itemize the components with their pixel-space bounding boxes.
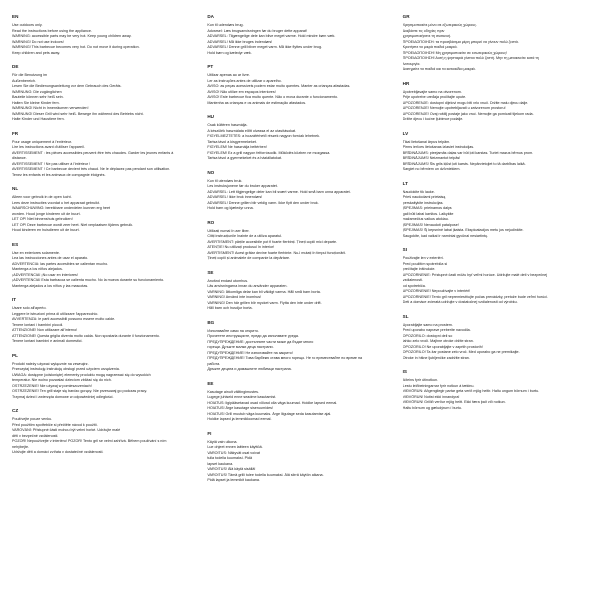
instruction-line: Für die Benutzung im <box>12 73 48 77</box>
language-column <box>403 14 588 594</box>
instruction-line: WARNUNG: Die zugänglichen <box>12 89 62 94</box>
instruction-line: ATTENZIONE! Non utilizzare all'interno! <box>12 328 78 332</box>
language-section <box>12 408 197 456</box>
language-section <box>207 220 392 262</box>
instruction-line: OPOZORILO! Ta žar postane zelo vroč. Med uporabo ga ne premikajte. <box>402 350 520 354</box>
language-code: CZ <box>12 408 19 413</box>
instruction-line: vzdialenosti. <box>402 278 423 282</box>
instruction-line: ПРЕДУПРЕЖДЕНИЕ! Това барбекю става много горещо. Не го премествайте по време на <box>207 356 363 360</box>
instruction-line: Прочетете инструкциите, преди да използвате уреда. <box>207 334 299 338</box>
instruction-line: VAROITUS: Näkyvät osat voivat <box>207 450 260 455</box>
instruction-line: Csak kültéren használja. <box>207 123 248 127</box>
instruction-line: temperatur. Nie wolno pozwalać dzieciom zbliżać się do nich. <box>12 378 112 382</box>
instruction-line: BRĪDINĀJUMS! Neizmantot telpās! <box>402 156 461 160</box>
instruction-line: горещи. Дръжте малки деца настрани. <box>207 345 274 349</box>
language-section <box>12 64 197 123</box>
instruction-line: AVISO! Este barbecue fica muito quente. Não o mova durante o funcionamento. <box>207 95 339 99</box>
instruction-line: distance. <box>12 156 27 160</box>
instruction-line: Lea las instrucciones antes de usar el aparato. <box>12 256 89 260</box>
instruction-line: lahko zelo vroči. Majhne otroke držite stran. <box>402 339 474 343</box>
instruction-line: UPOZORENJE: dostupni dijelovi mogu biti vrlo vrući. Držite malu djecu dalje. <box>402 100 529 105</box>
instruction-line: BRĪDINĀJUMS! Šis grils kļūst ļoti karsts. Nepārvietojiet to tā darbības laikā. <box>402 161 526 166</box>
instruction-line: VIÐVÖRUN! Notist ekki innandyra! <box>402 394 460 399</box>
instruction-line: ADVARSEL! Må ikke bruges indendørs! <box>207 39 273 44</box>
language-section <box>207 320 392 373</box>
language-section <box>403 81 588 123</box>
instruction-line: VIÐVÖRUN: Aðgengilegir partar geta verið mjög heitir. Haltu ungum börnum í burtu. <box>402 389 540 393</box>
instruction-line: Außenbereich. <box>12 78 36 83</box>
instruction-line: Upotrebljavajte samo na otvorenom. <box>402 89 462 94</box>
instruction-line: ΠΡΟΕΙΔΟΠΟΙΗΣΗ! Αυτή η ψησταριά γίνεται πολύ ζεστή. Μην τη μετακινείτε κατά τη <box>402 56 539 60</box>
instruction-line: Διαβάστε τις οδηγίες πριν <box>402 28 445 33</box>
instruction-line: Les instruksjonene før du bruker apparatet. <box>207 184 278 188</box>
instruction-line: Hoidke lapsed ja lemmikloomad eemal. <box>207 417 272 421</box>
language-code: GR <box>402 14 410 19</box>
instruction-line: Tenere lontani bambini e animali domestici. <box>12 339 83 343</box>
instruction-line: WARNING! Do not use indoors! <box>12 39 64 44</box>
instruction-line: Mantenga alejados a los niños y las mascotas. <box>12 283 89 288</box>
language-code: NO <box>207 169 215 175</box>
instruction-line: HOIATUS: ligipääsetavad osad võivad olla väga kuumad. Hoidke lapsed eemal. <box>207 400 338 405</box>
instruction-line: tulla todella kuumaksi. Pidä <box>207 456 253 460</box>
language-section <box>12 186 197 234</box>
instruction-line: Naudokite tik lauke. <box>402 189 435 194</box>
instruction-line: ΠΡΟΕΙΔΟΠΟΙΗΣΗ! Μη χρησιμοποιείτε σε εσωτερικούς χώρους! <box>402 50 508 55</box>
instruction-line: Před použitím spotřebiče si přečtěte návod k použití. <box>12 422 98 427</box>
instruction-line: Mantenha as crianças e os animais de estimação afastados. <box>207 100 307 105</box>
instruction-line: WARNING! This barbecue becomes very hot. Do not move it during operation. <box>12 45 140 49</box>
instruction-line: Držite djecu i kućne ljubimce podalje. <box>402 117 464 121</box>
instruction-line: Kasutage ainult välitingimustes. <box>207 389 259 394</box>
instruction-line: gali būti labai karštos. Laikykite <box>402 211 454 216</box>
instruction-line: ΠΡΟΕΙΔΟΠΟΙΗΣΗ: τα προσβάσιμα μέρη μπορεί να γίνουν πολύ ζεστά. <box>402 39 519 44</box>
instruction-line: Използвайте само на открито. <box>207 328 259 333</box>
instruction-line: Sargiet no bērniem un dzīvniekiem. <box>402 167 461 171</box>
language-section <box>403 247 588 306</box>
instruction-line: ĮSPĖJIMAS: prieinamos dalys <box>402 206 452 210</box>
language-code: SL <box>402 313 409 319</box>
instruction-line: Prieš naudodami prietaisą <box>402 195 446 199</box>
instruction-line: VARNING! Använd inte inomhus! <box>207 295 262 299</box>
instruction-line: LET OP! Deze barbecue wordt zeer heet. Niet verplaatsen tijdens gebruik. <box>12 222 134 227</box>
instruction-line: Tikai lietošanai ārpus telpām. <box>402 139 451 144</box>
instruction-line: Halte Kinder und Haustiere fern. <box>12 117 65 121</box>
language-code: FR <box>12 130 19 136</box>
language-code: ES <box>12 241 19 247</box>
language-section <box>12 297 197 345</box>
instruction-line: Udržujte děti a domácí zvířata v dostatečné vzdálenosti. <box>12 450 104 454</box>
instruction-line: Pour usage uniquement à l'extérieur. <box>12 139 72 144</box>
language-section <box>207 114 392 162</box>
instruction-line: ¡ADVERTENCIA! ¡No usar en interiores! <box>12 272 78 277</box>
instruction-line: Lees deze instructies voordat u het apparaat gebruikt. <box>12 200 100 205</box>
instruction-line: Bauteile können sehr heiß sein. <box>12 95 64 99</box>
instruction-line: worden. Houd jonge kinderen uit de buurt. <box>12 211 81 216</box>
instruction-line: ПРЕДУПРЕЖДЕНИЕ: достъпните части може да бъдат много <box>207 339 314 344</box>
language-section <box>403 14 588 73</box>
instruction-line: prečítajte inštrukcie. <box>402 267 436 271</box>
instruction-line: Deti a domáce zvieratá udržujte v dostatočnej vzdialenosti od výrobku. <box>402 300 518 304</box>
language-code: FI <box>207 430 212 436</box>
instruction-line: ADVARSEL: Lett tilgjengelige deler kan bli svært varme. Hold små barn unna apparatet. <box>207 189 351 194</box>
instruction-line: Pirms ierīces lietošanas izlasiet instrukcijas. <box>402 145 475 149</box>
instruction-line: OSTRZEŻENIE! Nie używaj w pomieszczeniach! <box>12 383 92 388</box>
instruction-line: ĮSPĖJIMAS! Nenaudoti patalpose! <box>402 222 459 227</box>
language-code: DE <box>12 64 19 69</box>
instruction-line: Pred uporabo naprave preberite navodila. <box>402 328 471 332</box>
instruction-line: UPOZORENJE! Nemojte upotrebljavati u zatvorenom prostoru! <box>402 106 506 110</box>
instruction-line: OPOZORILO! Ne uporabljajte v zaprtih prostorih! <box>402 344 483 349</box>
language-section <box>403 131 588 173</box>
instruction-line: λειτουργία. <box>402 61 421 66</box>
instruction-line: WARNUNG! Dieser Grill wird sehr heiß. Bewege ihn während des Betriebs nicht. <box>12 111 144 116</box>
instruction-line: ĮSPĖJIMAS! Šį kepsninė labai įkaista. Eksploatacijos metu jos nejudinkite. <box>402 228 524 232</box>
instruction-line: VARNING: åtkomliga delar kan bli väldigt varma. Håll små barn borta. <box>207 289 321 294</box>
instruction-line: AVERTISSEMENT ! Ce barbecue devient très chaud. Ne le déplacez pas pendant son utilisation. <box>12 167 171 171</box>
instruction-line: od spotrebiča. <box>402 283 426 288</box>
instruction-line: ADVARSEL! Denne grillen blir veldig varm. Ikke flytt den under bruk. <box>207 200 319 205</box>
instruction-line: Hold børn og kæledyr væk. <box>207 50 252 55</box>
language-section <box>207 14 392 56</box>
language-section <box>207 381 392 423</box>
instruction-line: Lue ohjeet ennen laitteen käyttöä. <box>207 445 263 449</box>
instruction-line: Дръжте децата и домашните любимци настрана. <box>207 367 292 371</box>
instruction-line: Χρησιμοποιείτε μόνο σε εξωτερικούς χώρους. <box>402 23 477 27</box>
instruction-line: VAROVÁNÍ: Přístupné části mohou být velmi horké. Udržujte malé <box>12 428 121 432</box>
instruction-line: děti v bezpečné vzdálenosti. <box>12 433 59 438</box>
instruction-line: Ler as instruções antes de utilizar o aparelho. <box>207 78 282 83</box>
instruction-line: OPOZORILO: dostopni deli so <box>402 333 453 338</box>
language-code: LT <box>402 180 408 186</box>
instruction-line: Lesen Sie die Bedienungsanleitung vor dem Gebrauch des Geräts. <box>12 84 122 88</box>
language-code: SE <box>207 269 214 275</box>
instruction-line: AVERTISSEMENT : les pièces accessibles peuvent être très chaudes. Garder les jeunes enfants à <box>12 150 174 155</box>
language-section <box>403 369 588 411</box>
instruction-line: HOIATUS! Ärge kasutage siseruumides! <box>207 406 274 410</box>
instruction-line: Kun til udendørs brug. <box>207 23 244 27</box>
language-section <box>207 431 392 484</box>
instruction-line: AVERTISMENT: părțile accesibile pot fi foarte fierbinți. Țineți copiii mici departe. <box>207 239 338 244</box>
instruction-line: FIGYELMEZTETÉS: a hozzáférhető részek nagyon forróak lehetnek. <box>207 134 321 138</box>
instruction-line: UPOZORNENIE! Nepoužívajte v interiéri! <box>402 289 471 293</box>
instruction-line: UPOZORNENIE: Prístupné časti môžu byť veľmi horúce. Udržujte malé deti v bezpečnej <box>402 272 548 277</box>
instruction-line: Läs anvisningarna innan du använder apparaten. <box>207 284 288 288</box>
instruction-line: POZOR! Nepoužívejte v interiéru! POZOR! Tento gril se velmi zahřívá. Během používání s ním <box>12 439 167 443</box>
instruction-line: Haltu börnum og gæludýrum í burtu. <box>402 405 462 410</box>
instruction-line: perskaitykite instrukcijas. <box>402 200 444 205</box>
instruction-line: VAROITUS! Älä käytä sisällä! <box>207 467 256 471</box>
language-code: PT <box>207 64 214 69</box>
instruction-line: BRĪDINĀJUMS: pieejamās daļas var būt ļoti karstas. Turiet mazus bērnus prom. <box>402 150 534 155</box>
language-section <box>207 64 392 106</box>
instruction-line: Κρατήστε τα μικρά παιδιά μακριά. <box>402 45 458 49</box>
instruction-line: Produkt należy używać wyłącznie na zewnątrz. <box>12 361 89 366</box>
instruction-line: AVERTISMENT! Acest grătar devine foarte fierbinte. Nu-l mutați în timpul funcționării. <box>207 250 347 255</box>
instruction-line: Read the instructions before using the appliance. <box>12 28 92 33</box>
instruction-line: ATTENZIONE! Questa griglia diventa molto calda. Non spostarla durante il funzionamento. <box>12 333 160 338</box>
instruction-line: VARNING! Den här grillen blir mycket varm. Flytta den inte under drift. <box>207 300 322 305</box>
language-section <box>403 181 588 240</box>
instruction-line: ПРЕДУПРЕЖДЕНИЕ! Не използвайте на закрито! <box>207 350 293 355</box>
language-code: EN <box>12 14 19 19</box>
instruction-line: работа. <box>207 361 221 366</box>
instruction-line: ¡ADVERTENCIA! Esta barbacoa se calienta mucho. No la mueva durante su funcionamiento. <box>12 278 165 282</box>
language-code: LV <box>402 130 409 136</box>
language-code: RO <box>207 219 215 225</box>
instruction-line: ADVARSEL: Tilgængelige dele kan blive meget varme. Hold mindre børn væk. <box>207 34 336 38</box>
instruction-line: OSTRZEŻENIE! Ten grill staje się bardzo gorący. Nie przesuwaj go podczas pracy. <box>12 389 148 393</box>
instruction-line: AVISO! Não utilize em espaços interiores! <box>207 89 276 94</box>
instruction-line: VAROITUS! Tämä grilli tulee todella kuumaksi. Älä siirrä käytön aikana. <box>207 472 324 477</box>
instruction-line: VIÐVÖRUN! Grillið verður mjög heitt. Ekki færa það við notkun. <box>402 400 506 404</box>
language-section <box>12 131 197 179</box>
instruction-line: Citiți instrucțiunile înainte de a utiliza aparatul. <box>207 234 283 238</box>
language-code: BG <box>207 319 215 325</box>
instruction-line: Lestu leiðbeiningarnar fyrir notkun á tækinu. <box>402 383 475 388</box>
instruction-line: Lire les instructions avant d'utiliser l'appareil. <box>12 145 85 149</box>
instruction-line: Houd kinderen en huisdieren uit de buurt. <box>12 228 80 232</box>
instruction-line: Alleen voor gebruik in de open lucht. <box>12 195 72 199</box>
instruction-line: Otroke in hišne ljubljenčke zadržite stran. <box>402 355 470 360</box>
instruction-line: lapset kaukana. <box>207 461 234 466</box>
instruction-line: Pidä lapset ja lemmikit kaukana. <box>207 478 261 482</box>
instruction-line: Käytä vain ulkona. <box>207 439 238 444</box>
instruction-line: ADVERTENCIA: las partes accesibles se calientan mucho. <box>12 261 109 266</box>
instruction-line: Trzymaj dzieci i zwierzęta domowe w odpowiedniej odległości. <box>12 394 114 399</box>
instruction-line: FIGYELEM! Ez a grill nagyon felforrósodik. Működés közben ne mozgassa. <box>207 150 331 155</box>
instruction-line: nehýbejte. <box>12 444 30 449</box>
instruction-line: Používejte pouze venku. <box>12 417 53 421</box>
language-section <box>207 270 392 312</box>
language-code: HR <box>402 80 410 86</box>
language-section <box>12 353 197 401</box>
instruction-line: Halten Sie kleine Kinder fern. <box>12 100 60 105</box>
instruction-line: Använd endast utomhus. <box>207 278 249 283</box>
instruction-line: Utilizar apenas ao ar livre. <box>207 73 250 77</box>
instruction-line: mažamečius vaikus atokiau. <box>402 217 449 221</box>
language-code: PL <box>12 352 18 358</box>
instruction-line: ADVARSEL! Denne grill bliver meget varm. Må ikke flyttes under brug. <box>207 45 323 49</box>
language-column <box>12 14 197 594</box>
instruction-line: UPOZORNENIE! Tento gril nepremiestňujte počas prevádzky, pretože bude veľmi horúci. <box>402 294 548 299</box>
instruction-line: UPOZORENJE! Ovaj roštilj postaje jako vruć. Nemojte ga pomicati tijekom rada. <box>402 111 534 116</box>
instruction-line: Použivajte len v exteriéri. <box>402 256 444 260</box>
instruction-line: Usare solo all'aperto. <box>12 306 47 310</box>
instruction-line: Advarsel: Læs brugsanvisningen før du bruger dette apparat! <box>207 28 307 33</box>
instruction-line: Tenez les enfants et les animaux de compagnie éloignés. <box>12 172 106 177</box>
instruction-line: Prije upotrebe uređaja pročitajte upute. <box>402 95 467 99</box>
instruction-line: Utilizați numai în aer liber. <box>207 228 250 233</box>
instruction-line: FIGYELEM! Ne használja beltérben! <box>207 145 267 149</box>
instruction-line: Leggere le istruzioni prima di utilizzare l'apparecchio. <box>12 311 99 316</box>
instruction-line: Przeczytaj instrukcję instrukcję obsługi przed użyciem urządzenia. <box>12 367 120 371</box>
instruction-line: UWAGA: dostępne (odsłonięte) elementy produktu mogą nagrzewać się do wysokich <box>12 372 151 377</box>
instruction-line: Lugege juhiseid enne seadme kasutamist. <box>207 395 277 399</box>
language-code: SI <box>402 247 407 252</box>
instruction-line: HOIATUS! Grill muutub väga kuumaks. Ärge liigutage seda kasutamise ajal. <box>207 411 332 416</box>
language-section <box>403 314 588 362</box>
instruction-line: Tartsa távol a kisgyermekeket. <box>207 139 257 144</box>
instruction-line: Kun til utendørs bruk. <box>207 178 243 183</box>
instruction-line: Uporabljajte samo na prostem. <box>402 322 453 327</box>
instruction-line: Mantenga a los niños alejados. <box>12 267 63 271</box>
instruction-line: Pred použitím spotrebiča si <box>402 261 448 266</box>
language-code: IT <box>12 297 17 302</box>
language-section <box>207 170 392 212</box>
instruction-line: Use outdoors only. <box>12 23 43 27</box>
language-code: DA <box>207 14 214 19</box>
language-section <box>12 242 197 290</box>
instruction-line: AVVERTENZA: le parti accessibili possono essere molto calde. <box>12 317 116 321</box>
language-code: EE <box>207 380 214 386</box>
instruction-line: WARNING: accessible parts may be very hot. Keep young children away. <box>12 34 132 38</box>
instruction-line: WAARSCHUWING: bereikbare onderdelen kunnen erg heet <box>12 206 111 210</box>
instruction-line: AVERTISSEMENT ! Ne pas utiliser à l'intérieur ! <box>12 161 91 166</box>
instruction-line: A készülék használata előtt olvassa el az utasításokat. <box>207 128 297 133</box>
instruction-line: ADVARSEL! Ikke bruk innendørs! <box>207 195 263 199</box>
instruction-line: ATENȚIE! Nu utilizați produsul în interior! <box>207 245 275 249</box>
instruction-line: Saugokite, kad vaikai ir naminiai gyvūnai nesiartintų. <box>402 233 489 238</box>
language-column <box>207 14 392 594</box>
instruction-line: Aðeins fyrir útinotkun. <box>402 378 439 382</box>
instruction-line: WARNUNG! Nicht in Innenräumen verwenden! <box>12 106 89 110</box>
instruction-line: Use en exteriores solamente. <box>12 250 60 255</box>
instruction-line: Tenere lontani i bambini piccoli. <box>12 322 64 327</box>
instruction-line: LET OP! Niet binnenshuis gebruiken! <box>12 217 73 221</box>
instruction-line: Διατηρείτε τα παιδιά και τα κατοικίδια μακριά. <box>402 67 476 71</box>
language-code: NL <box>12 186 19 191</box>
language-section <box>12 14 197 56</box>
instruction-line: Keep children and pets away. <box>12 50 61 55</box>
language-code: IS <box>402 369 407 374</box>
language-code: HU <box>207 114 214 119</box>
instruction-line: χρησιμοποιήσετε τη συσκευή. <box>402 34 452 38</box>
instruction-line: Hold barn og kjæledyr unna. <box>207 206 254 210</box>
instruction-line: Țineți copiii și animalele de companie la depărtare. <box>207 256 291 260</box>
instruction-line: AVISO: as peças acessíveis podem estar muito quentes. Manter as crianças afastadas. <box>207 84 351 88</box>
instruction-line: Tartsa távol a gyermekeket és a háziállatokat. <box>207 156 282 160</box>
instruction-line: Håll barn och husdjur borta. <box>207 306 253 310</box>
